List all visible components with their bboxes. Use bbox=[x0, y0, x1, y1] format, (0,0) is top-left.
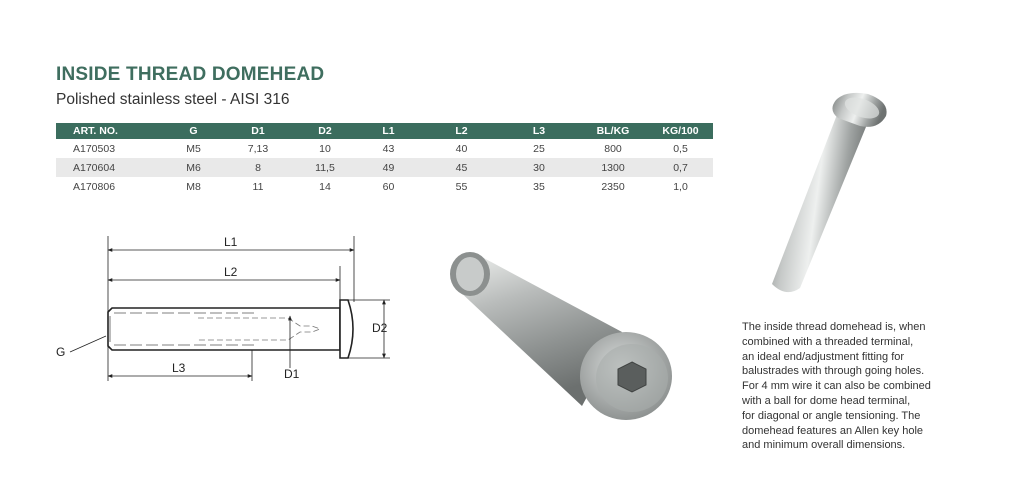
cell-l2: 40 bbox=[455, 142, 468, 155]
cell-l2: 55 bbox=[455, 180, 468, 193]
col-header: D2 bbox=[296, 123, 354, 139]
label-l3: L3 bbox=[172, 361, 186, 375]
cell-l1: 43 bbox=[382, 142, 395, 155]
label-l2: L2 bbox=[224, 265, 238, 279]
cell-l3: 30 bbox=[500, 158, 578, 177]
description-line: The inside thread domehead is, when bbox=[742, 321, 926, 333]
cell-g: M5 bbox=[186, 142, 201, 155]
description-line: combined with a threaded terminal, bbox=[742, 335, 914, 348]
cell-art-no: A170604 bbox=[56, 158, 167, 177]
col-header: G bbox=[167, 123, 220, 139]
cell-kg-100: 0,7 bbox=[648, 158, 713, 177]
spec-table bbox=[56, 123, 713, 196]
cell-l1: 49 bbox=[354, 158, 423, 177]
description-line: balustrades with through going holes. bbox=[742, 365, 925, 378]
table-row bbox=[56, 158, 713, 177]
cell-art-no: A170806 bbox=[73, 180, 116, 193]
leader-line-g bbox=[70, 336, 106, 352]
cell-d1: 8 bbox=[220, 158, 296, 177]
cell-kg-100: 0,5 bbox=[673, 142, 688, 155]
terminal-body bbox=[108, 308, 340, 350]
col-header: BL/KG bbox=[578, 123, 648, 139]
cell-art-no: A170503 bbox=[73, 142, 116, 155]
table-row bbox=[56, 177, 713, 196]
dome-head bbox=[340, 300, 353, 358]
cell-g: M8 bbox=[186, 180, 201, 193]
technical-drawing bbox=[48, 226, 408, 396]
product-photo-head-view bbox=[442, 248, 682, 428]
page-title: INSIDE THREAD DOMEHEAD bbox=[56, 64, 325, 85]
page-subtitle: Polished stainless steel - AISI 316 bbox=[56, 91, 290, 108]
cell-d2: 14 bbox=[319, 180, 331, 193]
table-header-row bbox=[56, 123, 713, 139]
description-line: domehead features an Allen key hole bbox=[742, 424, 924, 437]
col-header: L1 bbox=[354, 123, 423, 139]
label-l1: L1 bbox=[224, 235, 238, 249]
product-description bbox=[742, 320, 957, 453]
cell-g: M6 bbox=[167, 158, 220, 177]
description-line: with a ball for dome head terminal, bbox=[742, 394, 911, 407]
allen-key-hole-icon bbox=[618, 362, 646, 392]
cell-kg-100: 1,0 bbox=[673, 180, 688, 193]
cell-l2: 45 bbox=[423, 158, 500, 177]
table-row bbox=[56, 139, 713, 158]
description-line: and minimum overall dimensions. bbox=[742, 439, 906, 452]
description-line: for diagonal or angle tensioning. The bbox=[742, 409, 921, 422]
product-photo-side-view bbox=[728, 60, 908, 305]
description-line: For 4 mm wire it can also be combined bbox=[742, 380, 931, 393]
photo-long-shaft bbox=[772, 112, 868, 292]
col-header: KG/100 bbox=[648, 123, 713, 139]
label-g: G bbox=[56, 345, 66, 359]
col-header: L3 bbox=[500, 123, 578, 139]
label-d1: D1 bbox=[284, 367, 300, 381]
cell-bl-kg: 1300 bbox=[578, 158, 648, 177]
label-d2: D2 bbox=[372, 321, 388, 335]
col-header: L2 bbox=[423, 123, 500, 139]
cell-bl-kg: 800 bbox=[604, 142, 622, 155]
col-header: ART. NO. bbox=[56, 123, 167, 139]
cell-d2: 10 bbox=[319, 142, 331, 155]
cell-d1: 11 bbox=[252, 180, 264, 193]
cell-l3: 25 bbox=[533, 142, 545, 155]
cell-l1: 60 bbox=[382, 180, 395, 193]
cell-d2: 11,5 bbox=[296, 158, 354, 177]
description-line: an ideal end/adjustment fitting for bbox=[742, 350, 905, 363]
col-header: D1 bbox=[220, 123, 296, 139]
cell-d1: 7,13 bbox=[247, 142, 269, 155]
cell-bl-kg: 2350 bbox=[601, 180, 625, 193]
cell-l3: 35 bbox=[533, 180, 545, 193]
photo-shaft-end-highlight bbox=[456, 257, 484, 291]
